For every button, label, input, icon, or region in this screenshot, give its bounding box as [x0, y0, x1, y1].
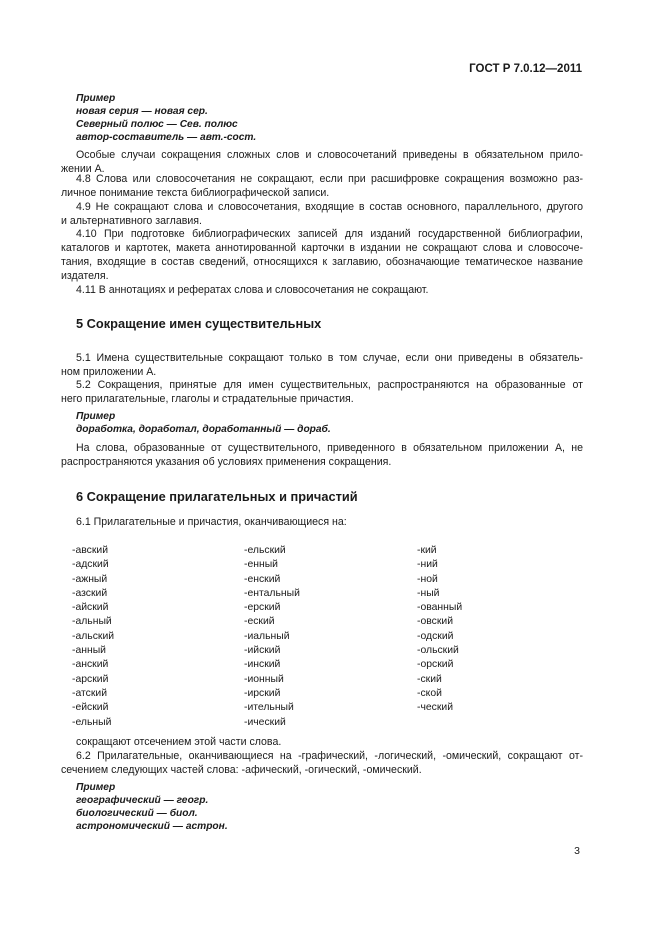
suffix-item: -альный: [72, 616, 112, 628]
document-code: ГОСТ Р 7.0.12—2011: [469, 63, 582, 75]
paragraph-line: тания, входящие в состав сведений, относящихся к заглавию, обозначающие тематическое название: [61, 256, 583, 268]
suffix-item: -ический: [244, 716, 286, 728]
suffix-item: -ионный: [244, 673, 284, 685]
example-block-3: [76, 781, 228, 833]
suffix-item: -ерский: [244, 602, 281, 614]
suffix-item: -анный: [72, 645, 106, 657]
suffix-item: -айский: [72, 602, 109, 614]
suffix-item: -ийский: [244, 645, 281, 657]
example-label: Пример: [76, 411, 116, 422]
paragraph-line: личное понимание текста библиографической записи.: [61, 187, 330, 199]
suffix-item: -еский: [244, 616, 275, 628]
paragraph-line: 5.2 Сокращения, принятые для имен существительных, распространяются на образованные от: [76, 379, 583, 391]
suffix-item: -инский: [244, 659, 281, 671]
suffix-item: -ельный: [72, 716, 112, 728]
paragraph-line: сечением следующих частей слова: -афический, -огический, -омический.: [61, 764, 422, 776]
suffix-item: -овский: [417, 616, 453, 628]
suffix-column-1: [72, 544, 114, 730]
suffix-item: -ческий: [417, 702, 454, 714]
paragraph-4-8: [61, 172, 583, 200]
paragraph-4-11: [61, 283, 583, 297]
suffix-item: -ейский: [72, 702, 109, 714]
suffix-item: -иальный: [244, 630, 290, 642]
page-number: 3: [574, 845, 580, 857]
paragraph-line: него прилагательные, глаголы и страдательные причастия.: [61, 393, 354, 405]
suffix-item: -ный: [417, 587, 440, 599]
suffix-item: -ирский: [244, 687, 281, 699]
example-line: Северный полюс — Сев. полюс: [76, 119, 238, 130]
example-label: Пример: [76, 782, 116, 793]
example-line: биологический — биол.: [76, 808, 198, 819]
paragraph-line: 4.8 Слова или словосочетания не сокращают, если при расшифровке сокращения возможно раз-: [76, 173, 583, 185]
paragraph-4-10: [61, 227, 583, 283]
example-label: Пример: [76, 93, 116, 104]
suffix-item: -ний: [417, 559, 438, 571]
suffix-column-3: [417, 544, 462, 716]
suffix-item: -авский: [72, 545, 108, 556]
paragraph-line: 6.1 Прилагательные и причастия, оканчивающиеся на:: [76, 516, 347, 528]
paragraph-line: 6.2 Прилагательные, оканчивающиеся на -графический, -логический, -омический, сокращают от-: [76, 750, 583, 762]
suffix-item: -ской: [417, 687, 442, 699]
paragraph-line: издателя.: [61, 270, 109, 282]
paragraph-line: распространяются указания об условиях применения сокращения.: [61, 456, 392, 468]
suffix-item: -азский: [72, 587, 108, 599]
suffix-item: -ский: [417, 673, 442, 685]
paragraph-line: 4.10 При подготовке библиографических записей для изданий государственной библиографии,: [76, 228, 583, 240]
paragraph-line: 4.9 Не сокращают слова и словосочетания, входящие в состав основного, параллельного, другого: [76, 201, 583, 213]
suffix-item: -ентальный: [244, 587, 300, 599]
suffix-item: -ольский: [417, 645, 459, 657]
paragraph-line: 4.11 В аннотациях и рефератах слова и словосочетания не сокращают.: [76, 284, 429, 296]
paragraph-line: и альтернативного заглавия.: [61, 215, 202, 227]
example-block-2: [76, 410, 331, 436]
suffix-item: -ажный: [72, 573, 108, 585]
example-line: автор-составитель — авт.-сост.: [76, 132, 257, 143]
suffix-item: -ительный: [244, 702, 294, 714]
suffix-item: -альский: [72, 630, 115, 642]
example-line: астрономический — астрон.: [76, 821, 228, 832]
suffix-item: -ельский: [244, 545, 286, 556]
example-line: доработка, доработал, доработанный — дораб.: [76, 424, 331, 435]
suffix-item: -енский: [244, 573, 281, 585]
paragraph-line: жении А.: [61, 163, 105, 175]
suffix-item: -ной: [417, 573, 438, 585]
suffix-item: -одский: [417, 630, 454, 642]
paragraph-4-9: [61, 200, 583, 228]
section-6-title: 6 Сокращение прилагательных и причастий: [76, 489, 358, 504]
suffix-item: -кий: [417, 545, 437, 556]
paragraph-cut-rule: [61, 735, 583, 749]
paragraph-line: каталогов и картотек, макета аннотированной карточки в издании не сокращают слова и словосоче-: [61, 242, 583, 254]
paragraph-line: сокращают отсечением этой части слова.: [76, 736, 282, 748]
example-block-1: [76, 92, 256, 144]
suffix-item: -атский: [72, 687, 108, 699]
example-line: географический — геогр.: [76, 795, 209, 806]
paragraph-5-2: [61, 378, 583, 406]
paragraph-line: ном приложении А.: [61, 366, 157, 378]
paragraph-6-2: [61, 749, 583, 777]
section-5-title: 5 Сокращение имен существительных: [76, 316, 322, 331]
suffix-item: -адский: [72, 559, 109, 571]
suffix-column-2: [244, 544, 300, 730]
suffix-item: -енный: [244, 559, 278, 571]
paragraph-line: На слова, образованные от существительного, приведенного в обязательном приложении А, не: [76, 442, 583, 454]
suffix-item: -анский: [72, 659, 109, 671]
paragraph-5-1: [61, 351, 583, 379]
suffix-item: -орский: [417, 659, 454, 671]
paragraph-derived-words: [61, 441, 583, 469]
paragraph-6-1: [61, 515, 583, 529]
suffix-item: -арский: [72, 673, 109, 685]
paragraph-line: Особые случаи сокращения сложных слов и словосочетаний приведены в обязательном прило-: [76, 149, 583, 161]
paragraph-line: 5.1 Имена существительные сокращают только в том случае, если они приведены в обязатель-: [76, 352, 583, 364]
example-line: новая серия — новая сер.: [76, 106, 208, 117]
suffix-item: -ованный: [417, 602, 463, 614]
